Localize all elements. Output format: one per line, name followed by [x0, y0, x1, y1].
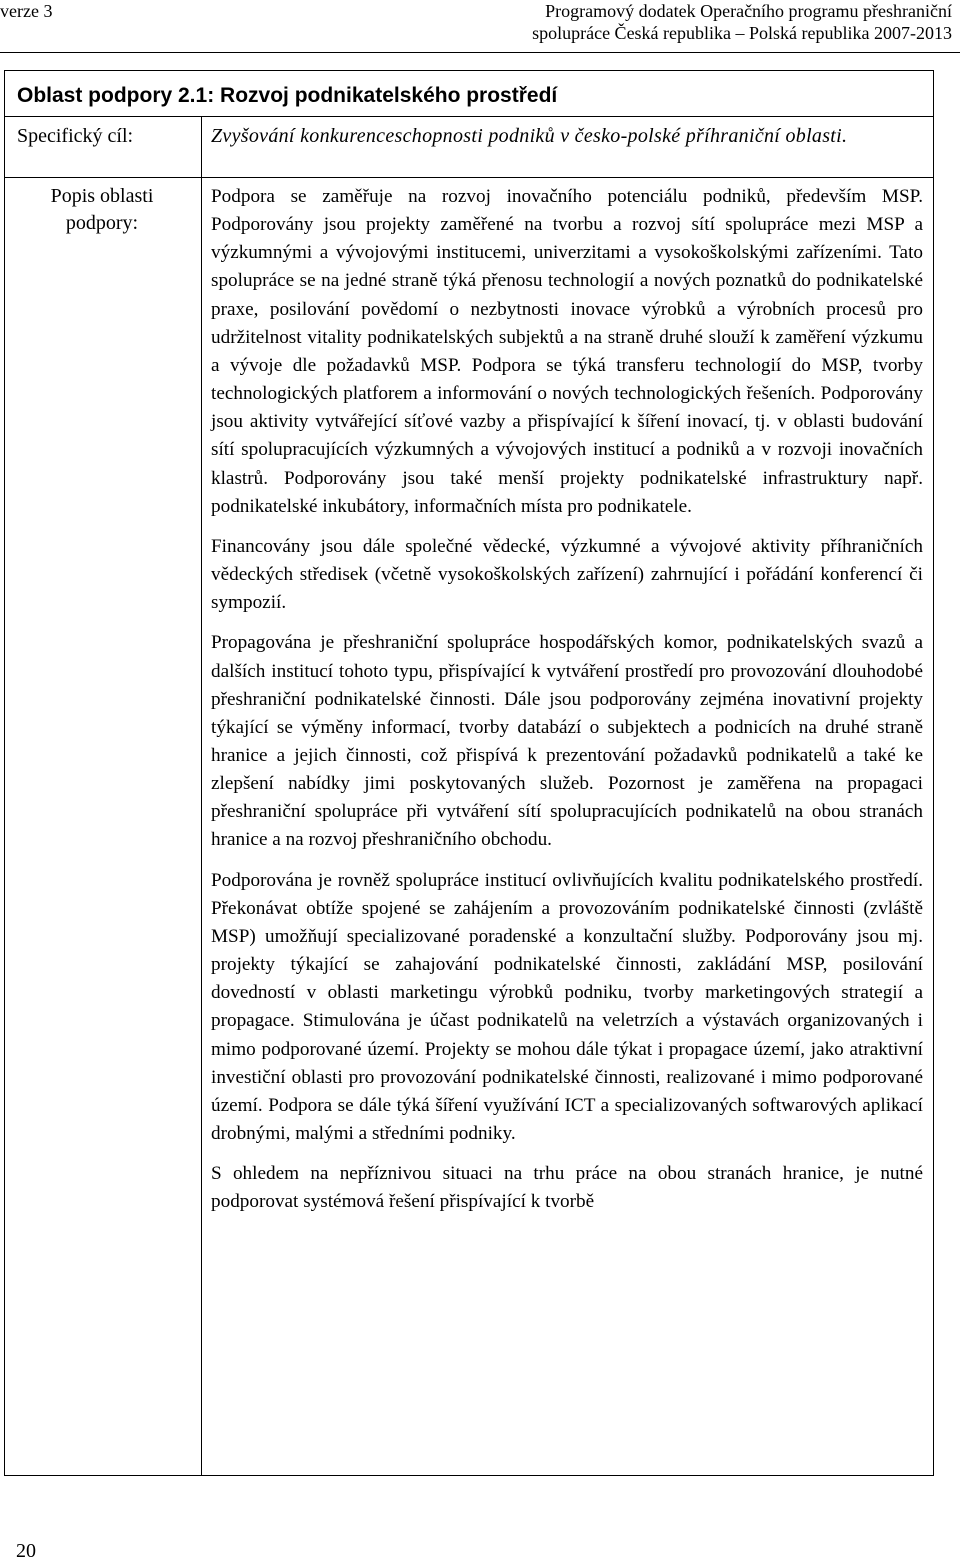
document-title [532, 0, 952, 44]
specific-goal-label: Specifický cíl: [17, 125, 134, 147]
column-divider [201, 117, 202, 1475]
description-label: Popis oblasti podpory: [50, 185, 154, 234]
description-paragraph-2: Financovány jsou dále společné vědecké, výzkumné a vývojové aktivity příhraničních vědeckých středisek (včetně vysokoškolských zařízení) zahrnující i pořádání konferencí či sympozií. [211, 535, 923, 614]
description-paragraph-3: Propagována je přeshraniční spolupráce hospodářských komor, podnikatelských svazů a dalších institucí tohoto typu, přispívající k vytváření prostředí pro provozování dlouhodobé přeshraniční podnikatelské činnosti. Dále jsou podporovány zejména inovativní projekty týkající se výměny informací, tvorby databází o subjektech a podnicích na druhé straně hranice a jejich činnosti, což přispívá k prezentování požadavků podnikatelů a také ke zlepšení nabídky jimi poskytovaných služeb. Pozornost je zaměřena na propagaci přeshraniční spolupráce při vytváření sítí spolupracujících podnikatelů na obou stranách hranice a na rozvoj přeshraničního obchodu. [211, 632, 923, 851]
version-label: verze 3 [0, 1, 53, 21]
document-title-line-2: spolupráce Česká republika – Polská republika 2007-2013 [532, 23, 952, 43]
description-paragraph-4: Podporována je rovněž spolupráce institucí ovlivňujících kvalitu podnikatelského prostředí. Překonávat obtíže spojené se zahájením a provozováním podnikatelské činnosti (zvláště MSP) umožňují specializované poradenské a konzultační služby. Podporovány jsou mj. projekty týkající se zahajování podnikatelské činnosti, zakládání MSP, posilování dovedností v oblasti marketingu výrobků podniku, tvorby marketingových strategií a propagace. Stimulována je účast podnikatelů na veletrzích a výstavách organizovaných i mimo podporované území. Projekty se mohou dále týkat i propagace území, jako atraktivní investiční oblasti pro provozování podnikatelské činnosti, realizované i mimo podporované území. Podpora se dále týká šíření využívání ICT a specializovaných softwarových aplikací drobnými, malými a středními podniky. [211, 869, 923, 1144]
description-body [211, 183, 923, 1228]
page-number: 20 [16, 1540, 36, 1562]
specific-goal-text: Zvyšování konkurenceschopnosti podniků v česko-polské příhraniční oblasti. [211, 125, 848, 147]
support-area-title-row [5, 71, 933, 117]
header-divider [0, 52, 960, 53]
support-area-table [4, 70, 934, 1476]
document-title-line-1: Programový dodatek Operačního programu přeshraniční [545, 1, 952, 21]
support-area-title: Oblast podpory 2.1: Rozvoj podnikatelského prostředí [17, 84, 558, 107]
description-paragraph-1: Podpora se zaměřuje na rozvoj inovačního potenciálu podniků, především MSP. Podporovány jsou projekty zaměřené na tvorbu a rozvoj sítí spolupráce mezi MSP a výzkumnými a vývojovými institucemi, univerzitami a vysokoškolskými zařízeními. Tato spolupráce se na jedné straně týká přenosu technologií a nových poznatků do podnikatelské praxe, posilování povědomí o nezbytnosti inovace výrobků a výrobních procesů pro udržitelnost vitality podnikatelských subjektů a na straně druhé slouží k zaměření výzkumu a vývoje dle požadavků MSP. Podpora se týká transferu technologií do MSP, tvorby technologických platforem a informování o nových technologických řešeních. Podporovány jsou aktivity vytvářející síťové vazby a přispívající k šíření inovací, tj. v oblasti budování sítí spolupracujících výzkumných a vývojových institucí a podniků a v rozvoji inovačních klastrů. Podporovány jsou také menší projekty podnikatelské infrastruktury např. podnikatelské inkubátory, informačních místa pro podnikatele. [211, 186, 923, 517]
row-divider [5, 177, 933, 178]
description-paragraph-5: S ohledem na nepříznivou situaci na trhu práce na obou stranách hranice, je nutné podporovat systémová řešení přispívající k tvorbě [211, 1163, 923, 1213]
